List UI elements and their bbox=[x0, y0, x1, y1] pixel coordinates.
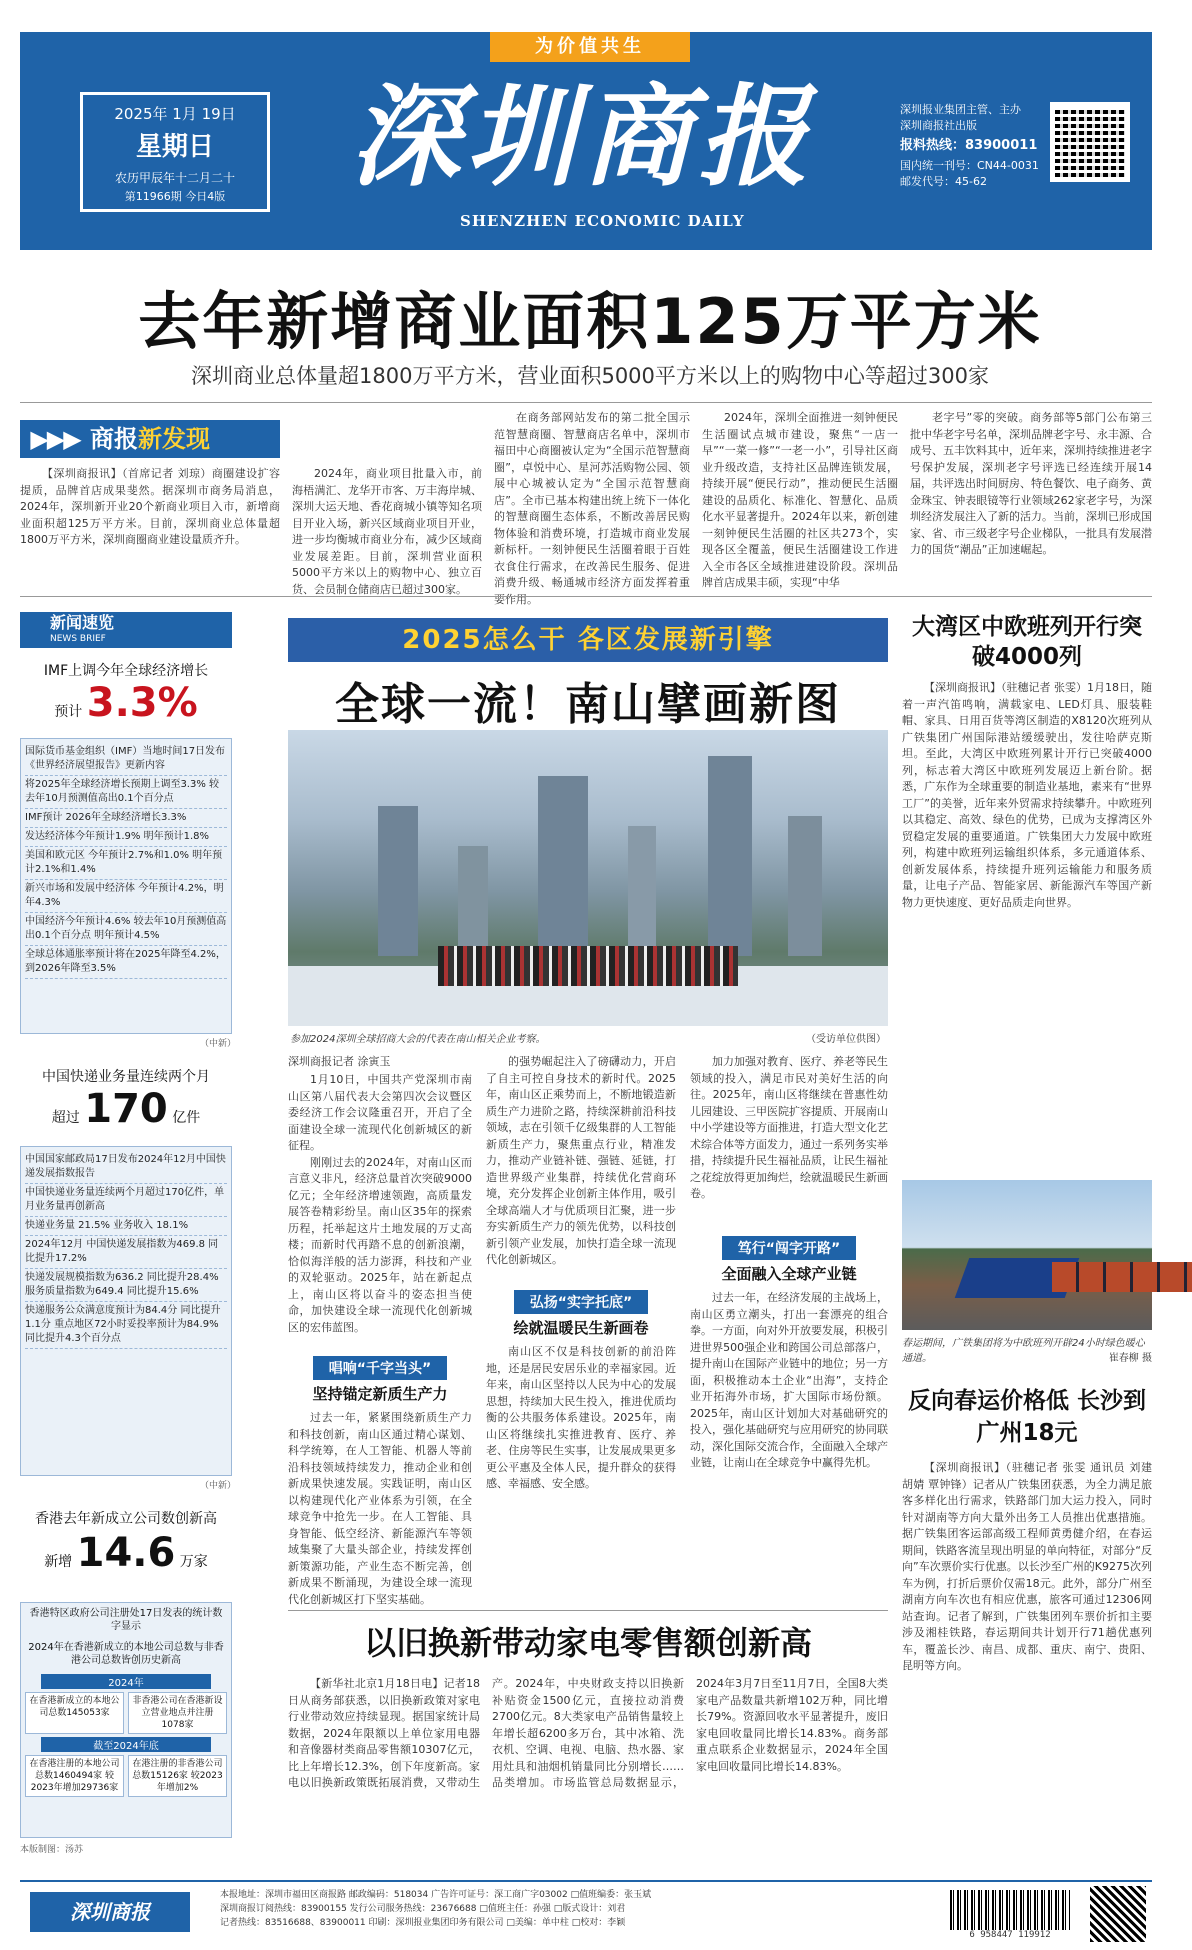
express-row: 快递业务量 21.5% 业务收入 18.1% bbox=[25, 1217, 227, 1236]
triple-arrow-icon: ▶▶▶ bbox=[30, 425, 80, 453]
barcode-number: 6 958447 119912 bbox=[969, 1930, 1051, 1940]
hk-year-label: 2024年 bbox=[41, 1674, 211, 1689]
right-headline-2: 反向春运价格低 长沙到广州18元 bbox=[907, 1388, 1146, 1446]
issue-number: 第11966期 今日4版 bbox=[124, 190, 226, 203]
imf-headline-2: 预计 3.3% bbox=[54, 680, 198, 726]
bottom-body: 【新华社北京1月18日电】记者18日从商务部获悉，以旧换新政策对家电行业带动效应持续显现。据国家统计局数据，2024年限额以上单位家用电器和音像器材类商品零售额10307亿元，比上年增长12.3%，创下年度新高。家电以旧换新政策既拓展消费，又带动生产。2024年，中央财政支持以旧换新补贴资金1500亿元，直接拉动消费2700亿元。8大类家电产品销售量较上年增长超6200多万台，其中冰箱、洗衣机、空调、电视、电脑、热水器、家用灶具和油烟机销量同比分别增长……品类增加。市场监管总局数据显示，2024年3月7日至11月7日，全国8大类家电产品数量共新增102万种，同比增长79%。资源回收水平显著提升，废旧家电回收量同比增长14.83%。商务部重点联系企业数据显示，2024年全国家电回收量同比增长14.83%。 bbox=[288, 1677, 888, 1789]
hk-stat: 在港注册的非香港公司总数15126家 较2023年增加2% bbox=[128, 1755, 227, 1797]
cn-number: 国内统一刊号：CN44-0031 bbox=[900, 159, 1039, 172]
feature-body-col1b: 过去一年，紧紧围绕新质生产力和科技创新，南山区通过精心谋划、科学统筹，在人工智能、机器人等前沿科技领域持续发力，推动企业和创新成果快速发展。实践证明，南山区以构建现代化产业体系为引领，在全球竞争中抢先一步。在人工智能、具身智能、低空经济、新能源汽车等领域集聚了大量头部企业，持续发挥创新策源功能，产业生态不断完善，创新成果不断涌现，为建设全球一流现代化创新城区打下坚实基础。 bbox=[288, 1411, 472, 1606]
express-row: 快递发展规模指数为636.2 同比提升28.4% 服务质量指数为649.4 同比提升15.6% bbox=[25, 1269, 227, 1302]
imf-sub: 国际货币基金组织（IMF）当地时间17日发布《世界经济展望报告》更新内容 bbox=[25, 743, 227, 776]
bottom-headline: 以旧换新带动家电零售额创新高 bbox=[363, 1624, 812, 1662]
lead-body-col4: 2024年，深圳全面推进一刻钟便民生活圈试点城市建设，聚焦“一店一早”“一菜一修”“一老一小”，引导社区商业升级改造，支持社区品牌连锁发展，持续开展“便民行动”，推动便民生活圈建设的品质化、标准化、智慧化、品质化水平显著提升。2024年以来，新创建一刻钟便民生活圈的社区共273个，实现各区全覆盖，便民生活圈建设工作进入全市各区全域推进建设阶段。深圳品牌首店成果丰硕，实现“中华 bbox=[702, 411, 898, 589]
column-label: ▶▶▶ 商报新发现 bbox=[20, 420, 280, 458]
lead-body-col5: 老字号”零的突破。商务部等5部门公布第三批中华老字号名单，深圳品牌老字号、永丰源、合成号、五丰饮料其中，近年来，深圳持续推进老字号保护发展，深圳老字号评选已经连续开展14届，共评选出时间厨房、特色餐饮、电子商务、黄金珠宝、钟表眼镜等行业领域262家老字号，为深圳经济发展注入了新的活力。当前，深圳已形成国家、省、市三级老字号企业梯队，一批具有发展潜力的国货“潮品”正加速崛起。 bbox=[910, 411, 1152, 556]
imf-row: 发达经济体今年预计1.9% 明年预计1.8% bbox=[25, 828, 227, 847]
right-body-1: 【深圳商报讯】（驻穗记者 张雯）1月18日，随着一声汽笛鸣响，满载家电、LED灯具、服装鞋帽、家具、日用百货等湾区制造的X8120次班列从广铁集团广州国际港站缓缓驶出，发往哈萨克斯坦。至此，大湾区中欧班列累计开行已突破4000列，标志着大湾区中欧班列发展迈上新台阶。据悉，广东作为全球重要的制造业基地，素来有“世界工厂”的美誉，近年来外贸需求持续攀升。中欧班列以其稳定、高效、绿色的优势，已成为支撑湾区外贸稳定发展的重要通道。广铁集团大力发展中欧班列，构建中欧班列运输组织体系，多元通道体系、创新发展体系，持续提升班列运输能力和服务质量，让电子产品、智能家居、新能源汽车等国产新物力更快速度、更好品质走向世界。 bbox=[902, 681, 1152, 909]
date: 2025年 1月 19日 bbox=[114, 105, 236, 123]
express-row: 快递服务公众满意度预计为84.4分 同比提升1.1分 重点地区72小时妥投率预计为84.9% 同比提升4.3个百分点 bbox=[25, 1302, 227, 1349]
hk-infobox bbox=[20, 1602, 232, 1838]
photo-credit: 崔春柳 摄 bbox=[1108, 1353, 1152, 1364]
lunar-date: 农历甲辰年十二月二十 bbox=[114, 171, 235, 185]
imf-row: 将2025年全球经济增长预期上调至3.3% 较去年10月预测值高出0.1个百分点 bbox=[25, 776, 227, 809]
news-brief-title: 新闻速览 NEWS BRIEF bbox=[20, 612, 232, 648]
publisher-2: 深圳商报社出版 bbox=[900, 119, 977, 132]
imf-row: 美国和欧元区 今年预计2.7%和1.0% 明年预计2.1%和1.4% bbox=[25, 847, 227, 880]
postcode: 邮发代号：45-62 bbox=[900, 175, 987, 188]
imf-infobox bbox=[20, 738, 232, 1034]
source-note: （中新） bbox=[200, 1481, 237, 1491]
crowd-figure bbox=[438, 946, 738, 986]
hk-grid bbox=[21, 1692, 231, 1734]
date-box bbox=[80, 92, 270, 212]
feature-title: 全球一流！南山擘画新图 bbox=[335, 679, 841, 730]
feature-body-col3b: 过去一年，在经济发展的主战场上，南山区勇立潮头，打出一套漂亮的组合拳。一方面，向对外开放要发展，积极引进世界500强企业和跨国公司总部落户，提升南山在国际产业链中的地位；另一方面，积极推动本土企业“出海”，支持企业开拓海外市场，扩大国际市场份额。2025年，南山区计划加大对基础研究的投入，强化基础研究与应用研究的协同联动，深化国际交流合作，全面融入全球产业链，让南山在全球竞争中赢得先机。 bbox=[690, 1291, 888, 1469]
lead-body-col3: 在商务部网站发布的第二批全国示范智慧商圈、智慧商店名单中，深圳市福田中心商圈被认定为“全国示范智慧商圈”，卓悦中心、星河苏活购物公园、领展中心城被认定为“全国示范智慧商店”。全市已基本构建出统上统下一体化的智慧商圈生态体系，不断改善居民购物体验和消费环境，打造城市商业发展新标杆。一刻钟便民生活圈着眼于百姓衣食住行需求，在改善民生服务、促进消费升级、畅通城市经济方面发挥着重要作用。 bbox=[494, 411, 690, 606]
masthead bbox=[20, 32, 1152, 250]
qr-code-icon[interactable] bbox=[1090, 1886, 1146, 1942]
hk-sub: 香港特区政府公司注册处17日发表的统计数字显示 bbox=[29, 1608, 223, 1632]
train-photo[interactable] bbox=[902, 1180, 1152, 1330]
footer-info: 本报地址：深圳市福田区商报路 邮政编码：518034 广告许可证号：深工商广字03002 □值班编委：张玉斌 深圳商报订阅热线：83900155 发行公司服务热线：23676688 □值班主任：孙强 □版式设计：刘君 记者热线：83516688、83900011 印刷：深圳报业集团印务有限公司 □美编：单中柱 □校对：李颖 bbox=[220, 1890, 652, 1928]
divider bbox=[20, 596, 1152, 597]
lead-body-col2: 2024年，商业项目批量入市，前海梧满汇、龙华开市客、万丰海岸城、深圳大运天地、香花商城小镇等知名项目开业入场，新兴区域商业项目开业，进一步均衡城市商业分布，减少区域商业发展差距。目前，深圳营业面积5000平方米以上的购物中心、独立百货、会员制仓储商店已超过300家。 bbox=[292, 467, 482, 596]
imf-row: 中国经济今年预计4.6% 较去年10月预测值高出0.1个百分点 明年预计4.5% bbox=[25, 913, 227, 946]
hotline: 报料热线：83900011 bbox=[900, 138, 1038, 153]
feature-body-col2: 的强势崛起注入了磅礴动力，开启了自主可控自身技术的新时代。2025年，南山区正乘势而上，不断地锻造新质生产力进阶之路，持续深耕前沿科技领域，志在引领千亿级集群的人工智能新质生产力，聚焦重点行业，精准发力，推动产业链补链、强链、延链，打造世界级产业集群，持续优化营商环境，充分发挥企业创新主体作用，吸引全球高端人才与优质项目汇聚，进一步夯实新质生产力的领先优势，以科技创新引领产业发展，加快打造全球一流现代化创新城区。 bbox=[486, 1055, 676, 1266]
hk-headline-1: 香港去年新成立公司数创新高 bbox=[35, 1511, 217, 1527]
hk-stat: 在香港新成立的本地公司总数145053家 bbox=[25, 1692, 124, 1734]
right-body-2: 【深圳商报讯】（驻穗记者 张雯 通讯员 刘建 胡婧 覃钟锋）记者从广铁集团获悉，为全力满足旅客多样化出行需求，铁路部门加大运力投入，同时针对湖南等方向大量外出务工人员推出优惠措施。据广铁集团客运部高级工程师黄勇健介绍，在春运期间，铁路客流呈现出明显的单向特征，对部分“反向”车次票价实行优惠。以长沙至广州的K9275次列车为例，打折后票价仅需18元。此外，部分广州至湖南方向车次也有相应优惠，旅客可通过12306网站查询。记者了解到，广铁集团列车票价折扣主要涉及湘桂铁路，春运期间共计划开行71趟优惠列车，覆盖长沙、南昌、成都、重庆、南宁、贵阳、昆明等方向。 bbox=[902, 1461, 1152, 1672]
newspaper-logo-en: SHENZHEN ECONOMIC DAILY bbox=[460, 212, 745, 230]
graphic-credit: 本版制图：汤苏 bbox=[20, 1845, 84, 1855]
express-infobox bbox=[20, 1146, 232, 1476]
publisher: 深圳报业集团主管、主办 bbox=[900, 103, 1021, 116]
feature-band: 2025怎么干 各区发展新引擎 bbox=[288, 618, 888, 662]
source-note: （中新） bbox=[200, 1039, 237, 1049]
weekday: 星期日 bbox=[135, 132, 214, 162]
express-headline-1: 中国快递业务量连续两个月 bbox=[42, 1069, 210, 1085]
express-row: 2024年12月 中国快递发展指数为469.8 同比提升17.2% bbox=[25, 1236, 227, 1269]
hk-stat: 非香港公司在香港新设立营业地点并注册1078家 bbox=[128, 1692, 227, 1734]
footer bbox=[20, 1880, 1152, 1946]
subsection-3: 笃行“闯字开路” 全面融入全球产业链 bbox=[699, 1236, 879, 1284]
lead-headline: 去年新增商业面积125万平方米 bbox=[138, 285, 1042, 358]
express-headline-2: 超过 170 亿件 bbox=[51, 1086, 201, 1132]
feature-caption: 参加2024深圳全球招商大会的代表在南山相关企业考察。 （受访单位供图） bbox=[290, 1030, 886, 1045]
byline: 深圳商报记者 涂寅玉 bbox=[288, 1055, 391, 1068]
motto: 为价值共生 bbox=[490, 32, 690, 62]
divider bbox=[20, 402, 1152, 403]
train-caption: 春运期间，广铁集团将为中欧班列开辟24小时绿色暖心通道。 崔春柳 摄 bbox=[902, 1338, 1152, 1364]
imf-row: 全球总体通胀率预计将在2025年降至4.2%，到2026年降至3.5% bbox=[25, 946, 227, 979]
hk-stat: 在香港注册的本地公司总数1460494家 较2023年增加29736家 bbox=[25, 1755, 124, 1797]
right-headline-1: 大湾区中欧班列开行突破4000列 bbox=[912, 614, 1142, 670]
hk-grid bbox=[21, 1755, 231, 1797]
qr-code-icon[interactable] bbox=[1050, 102, 1130, 182]
feature-body-col1: 1月10日，中国共产党深圳市南山区第八届代表大会第四次会议暨区委经济工作会议隆重召开，开启了全面建设全球一流现代化创新城区的新征程。 刚刚过去的2024年，对南山区而言意义非凡，经济总量首次突破9000亿元；全年经济增速领跑，高质量发展答卷精彩纷呈。南山区35年的探索历程，托举起这片土地发展的万丈高楼；而新时代再踏不息的创新浪潮，恰似海洋般的活力澎湃，科技和产业的双轮驱动。2025年，站在新起点上，南山区将以奋斗的姿态担当使命，加快建设全球一流现代化创新城区的宏伟蓝图。 bbox=[288, 1073, 472, 1334]
divider bbox=[288, 1610, 888, 1611]
feature-body-col2b: 南山区不仅是科技创新的前沿阵地，还是居民安居乐业的幸福家园。近年来，南山区坚持以人民为中心的发展思想，持续加大民生投入，推进优质均衡的公共服务体系建设。2025年，南山区将继续扎实推进教育、医疗、养老、住房等民生实事，让发展成果更多更公平惠及全体人民，提升群众的获得感、幸福感、安全感。 bbox=[486, 1345, 676, 1490]
footer-logo: 深圳商报 bbox=[30, 1892, 190, 1932]
feature-body-col3: 加力加强对教育、医疗、养老等民生领域的投入，满足市民对美好生活的向往。2025年，南山区将继续在普惠性幼儿园建设、三甲医院扩容提质、开展南山中小学建设等方面推进，打造大型文化艺术综合体等方面发力，通过一系列务实举措，持续提升民生福祉品质，让民生福祉之花绽放得更加绚烂，绘就温暖民生新画卷。 bbox=[690, 1055, 888, 1200]
newspaper-logo: 深圳商报 bbox=[350, 72, 814, 201]
feature-photo[interactable] bbox=[288, 730, 888, 1026]
imf-row: 新兴市场和发展中经济体 今年预计4.2%，明年4.3% bbox=[25, 880, 227, 913]
lead-subhead: 深圳商业总体量超1800万平方米，营业面积5000平方米以上的购物中心等超过300家 bbox=[191, 364, 989, 388]
photo-credit: （受访单位供图） bbox=[806, 1034, 886, 1045]
hk-headline-2: 新增 14.6 万家 bbox=[44, 1530, 208, 1576]
subsection-2: 弘扬“实字托底” 绘就温暖民生新画卷 bbox=[491, 1290, 671, 1338]
publisher-info bbox=[900, 102, 1045, 190]
imf-headline-1: IMF上调今年全球经济增长 bbox=[43, 663, 209, 679]
freight-cars-figure bbox=[1052, 1262, 1192, 1292]
express-sub: 中国国家邮政局17日发布2024年12月中国快递发展指数报告 bbox=[25, 1151, 227, 1184]
hk-row: 2024年在香港新成立的本地公司总数与非香港公司总数皆创历史新高 bbox=[28, 1642, 224, 1666]
imf-row: IMF预计 2026年全球经济增长3.3% bbox=[25, 809, 227, 828]
subsection-1: 唱响“千字当头” 坚持锚定新质生产力 bbox=[290, 1356, 470, 1404]
express-row: 中国快递业务量连续两个月超过170亿件，单月业务量再创新高 bbox=[25, 1184, 227, 1217]
barcode-icon bbox=[950, 1890, 1070, 1930]
lead-intro: 【深圳商报讯】（首席记者 刘琼）商圈建设扩容提质，品牌首店成果斐然。据深圳市商务局消息，2024年，深圳新开业20个新商业项目入市，新增商业面积超125万平方米。目前，深圳商业总体量超1800万平方米，深圳商圈商业建设量质齐升。 bbox=[20, 467, 280, 546]
hk-year-label: 截至2024年底 bbox=[41, 1737, 211, 1752]
